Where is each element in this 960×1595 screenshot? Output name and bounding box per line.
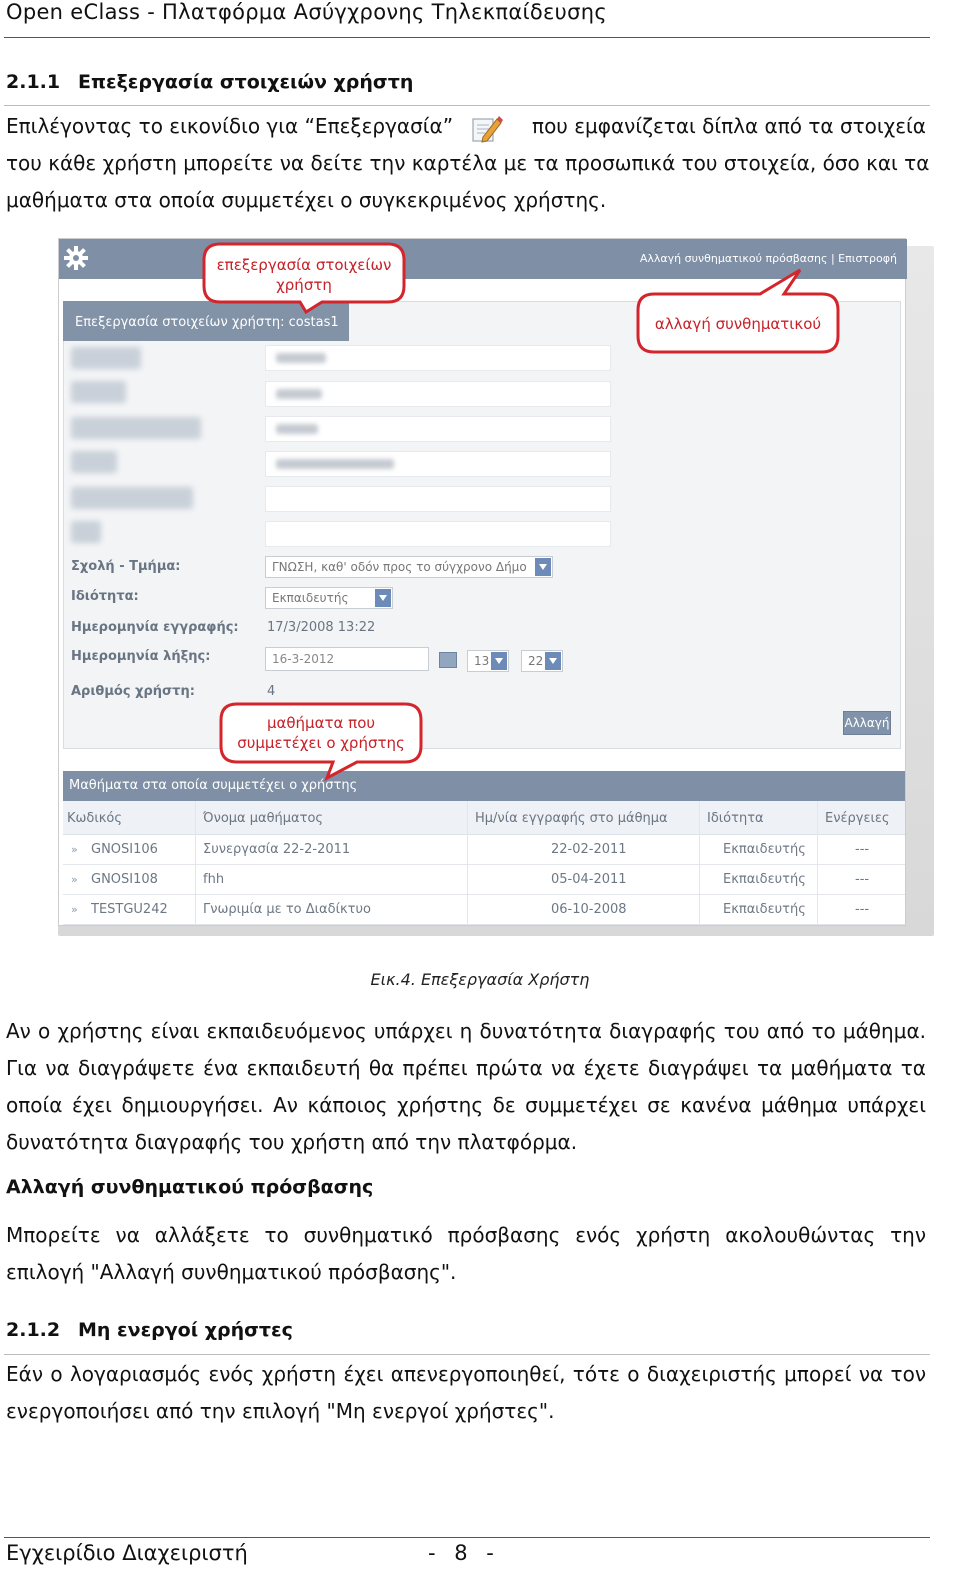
row-code: GNOSI108	[91, 872, 158, 887]
section-heading-2-1-1	[6, 71, 413, 93]
col-separator	[195, 835, 196, 865]
row-bullet-icon: »	[71, 903, 78, 916]
change-button[interactable]: Αλλαγή	[843, 711, 891, 735]
row-enroll-date: 06-10-2008	[551, 902, 627, 917]
figure-caption: Εικ.4. Επεξεργασία Χρήστη	[370, 970, 590, 989]
document-header-title: Open eClass - Πλατφόρμα Ασύγχρονης Τηλεκπαίδευσης	[6, 0, 607, 24]
paragraph-line: Εάν ο λογαριασμός ενός χρήστη έχει απενεργοποιηθεί, τότε ο διαχειριστής μπορεί να τον	[6, 1362, 926, 1386]
role-label: Ιδιότητα:	[71, 589, 139, 604]
paragraph-line: δυνατότητα διαγραφής του χρήστη από την πλατφόρμα.	[6, 1130, 578, 1154]
figure-top-links[interactable]: Αλλαγή συνθηματικού πρόσβασης | Επιστροφή	[639, 252, 897, 265]
paragraph-line: Για να διαγράψετε ένα εκπαιδευτή θα πρέπει πρώτα να έχετε διαγράψει τα μαθήματα τα	[6, 1056, 926, 1080]
col-separator	[195, 865, 196, 895]
registration-date-label: Ημερομηνία εγγραφής:	[71, 620, 239, 635]
expiry-minute-select[interactable]	[521, 650, 563, 672]
row-code: TESTGU242	[91, 902, 168, 917]
row-role: Εκπαιδευτής	[723, 902, 806, 917]
callout-user-courses	[219, 702, 423, 782]
col-role[interactable]: Ιδιότητα	[707, 811, 764, 826]
intro-line-3: μαθήματα στα οποία συμμετέχει ο συγκεκριμένος χρήστης.	[6, 188, 607, 212]
callout-edit-user	[202, 242, 406, 314]
col-separator	[699, 835, 700, 865]
row-actions: ---	[855, 902, 870, 917]
table-row[interactable]	[63, 865, 905, 895]
blurred-label	[71, 487, 193, 509]
callout-user-courses-line-2: συμμετέχει ο χρήστης	[237, 734, 405, 752]
chevron-down-icon	[491, 652, 507, 670]
expiry-date-input[interactable]: 16-3-2012	[265, 647, 429, 671]
blurred-label	[71, 451, 117, 473]
blurred-label	[71, 521, 101, 543]
blurred-label	[71, 347, 141, 369]
section-number: 2.1.1	[6, 71, 61, 93]
row-course-name[interactable]: Γνωριμία με το Διαδίκτυο	[203, 902, 371, 917]
footer-divider	[4, 1537, 930, 1538]
paragraph-line: Μπορείτε να αλλάξετε το συνθηματικό πρόσβασης ενός χρήστη ακολουθώντας την	[6, 1223, 926, 1247]
paragraph-line: ενεργοποιήσει από την επιλογή "Μη ενεργοί χρήστες".	[6, 1399, 555, 1423]
school-label: Σχολή - Τμήμα:	[71, 559, 181, 574]
callout-change-password-text: αλλαγή συνθηματικού	[654, 315, 822, 333]
table-row[interactable]	[63, 895, 905, 925]
col-separator	[467, 895, 468, 925]
col-separator	[817, 835, 818, 865]
role-select[interactable]	[265, 587, 393, 609]
paragraph-line: Αν ο χρήστης είναι εκπαιδευόμενος υπάρχει η δυνατότητα διαγραφής του από το μάθημα.	[6, 1019, 926, 1043]
row-role: Εκπαιδευτής	[723, 872, 806, 887]
header-divider	[4, 37, 930, 38]
courses-table-title: Μαθήματα στα οποία συμμετέχει ο χρήστης	[63, 771, 905, 801]
blurred-field	[265, 486, 611, 512]
school-select-value: ΓΝΩΣΗ, καθ' οδόν προς το σύγχρονο Δήμο	[272, 560, 527, 574]
blurred-label	[71, 381, 126, 403]
row-code: GNOSI106	[91, 842, 158, 857]
password-paragraph	[6, 1217, 926, 1291]
footer-manual-title: Εγχειρίδιο Διαχειριστή	[6, 1541, 248, 1565]
section-title: Επεξεργασία στοιχειών χρήστη	[78, 71, 414, 93]
col-separator	[195, 801, 196, 835]
col-separator	[195, 895, 196, 925]
password-heading: Αλλαγή συνθηματικού πρόσβασης	[6, 1176, 374, 1198]
expiry-hour-select[interactable]	[467, 650, 509, 672]
delete-user-paragraph	[6, 1013, 926, 1161]
row-actions: ---	[855, 872, 870, 887]
intro-paragraph	[6, 108, 930, 219]
section-title: Μη ενεργοί χρήστες	[78, 1319, 293, 1341]
blurred-label	[71, 417, 201, 439]
table-row[interactable]	[63, 835, 905, 865]
intro-line-1	[6, 108, 926, 145]
intro-line-1-a: Επιλέγοντας το εικονίδιο για “Επεξεργασία”	[6, 114, 454, 138]
col-enroll-date[interactable]: Ημ/νία εγγραφής στο μάθημα	[475, 811, 668, 826]
callout-bubble-shape	[636, 268, 840, 354]
figure-panel-title: Επεξεργασία στοιχείων χρήστη: costas1	[63, 301, 349, 341]
callout-user-courses-line-1: μαθήματα που	[266, 714, 376, 732]
row-role: Εκπαιδευτής	[723, 842, 806, 857]
chevron-down-icon	[375, 589, 391, 607]
blurred-field	[265, 345, 611, 371]
blurred-field	[265, 451, 611, 477]
role-select-value: Εκπαιδευτής	[272, 591, 349, 605]
chevron-down-icon	[545, 652, 561, 670]
inactive-users-paragraph	[6, 1356, 926, 1430]
row-enroll-date: 05-04-2011	[551, 872, 627, 887]
calendar-icon[interactable]	[439, 652, 457, 668]
expiry-date-label: Ημερομηνία λήξης:	[71, 649, 211, 664]
figure-user-edit-screenshot	[38, 238, 935, 936]
paragraph-line: επιλογή "Αλλαγή συνθηματικού πρόσβασης".	[6, 1260, 457, 1284]
user-id-label: Αριθμός χρήστη:	[71, 684, 195, 699]
col-separator	[699, 865, 700, 895]
row-bullet-icon: »	[71, 873, 78, 886]
registration-date-value: 17/3/2008 13:22	[267, 620, 376, 635]
blurred-field	[265, 416, 611, 442]
row-bullet-icon: »	[71, 843, 78, 856]
col-code[interactable]: Κωδικός	[67, 811, 123, 826]
section-number: 2.1.2	[6, 1319, 61, 1341]
col-separator	[817, 895, 818, 925]
section-heading-2-1-2	[6, 1319, 293, 1341]
paragraph-line: οποία έχει δημιουργήσει. Αν κάποιος χρήστης δε συμμετέχει σε κανένα μάθημα υπάρχει	[6, 1093, 926, 1117]
blurred-field	[265, 381, 611, 407]
gear-icon	[63, 245, 89, 271]
section-divider	[4, 1354, 930, 1355]
edit-pencil-icon	[469, 113, 503, 143]
callout-edit-user-line-2: χρήστη	[276, 276, 332, 294]
intro-line-1-b: που εμφανίζεται δίπλα από τα στοιχεία	[532, 114, 926, 138]
expiry-minute-value: 22	[528, 654, 544, 668]
row-course-name[interactable]: Συνεργασία 22-2-2011	[203, 842, 351, 857]
col-separator	[817, 865, 818, 895]
callout-edit-user-line-1: επεξεργασία στοιχείων	[216, 256, 392, 274]
row-course-name[interactable]: fhh	[203, 872, 225, 887]
chevron-down-icon	[535, 558, 551, 576]
col-actions: Ενέργειες	[825, 811, 890, 826]
footer-page-number: - 8 -	[428, 1541, 500, 1565]
col-separator	[699, 801, 700, 835]
callout-change-password	[636, 268, 840, 354]
col-separator	[467, 865, 468, 895]
courses-table-header	[63, 801, 905, 835]
row-enroll-date: 22-02-2011	[551, 842, 627, 857]
col-separator	[699, 895, 700, 925]
col-course-name[interactable]: Όνομα μαθήματος	[203, 811, 324, 826]
blurred-field	[265, 521, 611, 547]
user-id-value: 4	[267, 684, 276, 699]
expiry-hour-value: 13	[474, 654, 490, 668]
col-separator	[467, 801, 468, 835]
row-actions: ---	[855, 842, 870, 857]
intro-line-2: του κάθε χρήστη μπορείτε να δείτε την καρτέλα με τα προσωπικά του στοιχεία, όσο και τα	[6, 151, 930, 175]
school-select[interactable]	[265, 556, 553, 578]
col-separator	[817, 801, 818, 835]
col-separator	[467, 835, 468, 865]
section-divider	[4, 105, 930, 106]
